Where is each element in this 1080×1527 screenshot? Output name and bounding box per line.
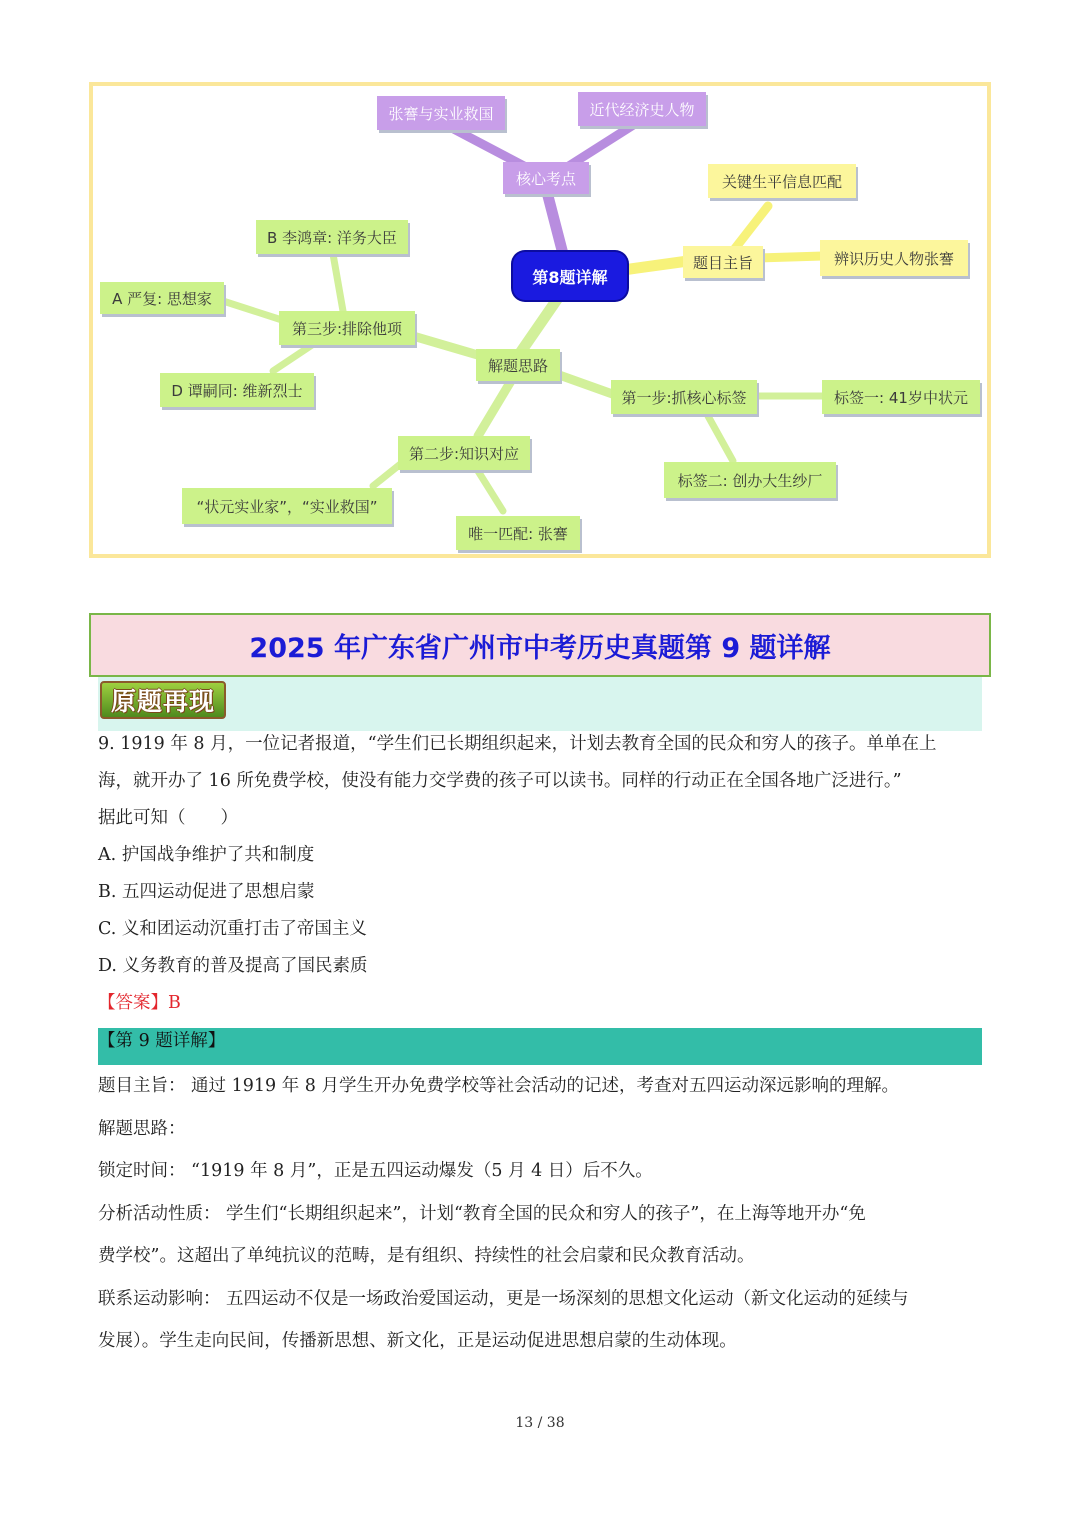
analysis-nature-1: 分析活动性质： 学生们“长期组织起来”，计划“教育全国的民众和穷人的孩子”，在上海等地开办“免 [98,1204,866,1224]
analysis-header: 【第 9 题详解】 [98,1031,226,1051]
node-core: 核心考点 [503,162,589,194]
node-center: 第8题详解 [513,252,627,300]
analysis-method-label: 解题思路： [98,1119,186,1139]
answer: 【答案】B [98,993,181,1013]
node-core-item-2: 近代经济史人物 [578,92,706,126]
original-question-band [98,677,982,731]
option-a: A. 护国战争维护了共和制度 [98,845,315,865]
mind-map [89,82,991,558]
mind-map-links [93,86,987,554]
analysis-theme: 题目主旨： 通过 1919 年 8 月学生开办免费学校等社会活动的记述，考查对五四运动深远影响的理解。 [98,1076,899,1096]
link-theme-center [623,261,688,270]
option-d: D. 义务教育的普及提高了国民素质 [98,956,368,976]
page-number: 13 / 38 [515,1415,565,1431]
node-step2-item2: 唯一匹配: 张謇 [456,516,580,550]
original-question-badge: 原题再现 [100,681,226,719]
node-theme-item-2: 辨识历史人物张謇 [820,240,968,276]
analysis-nature-2: 费学校”。这超出了单纯抗议的范畴，是有组织、持续性的社会启蒙和民众教育活动。 [98,1246,755,1266]
link-theme-item2 [758,256,823,258]
link-step3-b [333,254,343,311]
link-step3-d [273,341,318,371]
option-c: C. 义和团运动沉重打击了帝国主义 [98,919,367,939]
node-step2-item1: “状元实业家”，“实业救国” [182,488,392,524]
node-step3: 第三步:排除他项 [279,311,415,345]
option-b: B. 五四运动促进了思想启蒙 [98,882,315,902]
link-step2-item2 [478,471,503,511]
analysis-time: 锁定时间： “1919 年 8 月”，正是五四运动爆发（5 月 4 日）后不久。 [98,1161,653,1181]
question-line-2: 海，就开办了 16 所免费学校，使没有能力交学费的孩子可以读书。同样的行动正在全国各地广泛进行。” [98,771,902,791]
analysis-impact-1: 联系运动影响： 五四运动不仅是一场政治爱国运动，更是一场深刻的思想文化运动（新文化运动的延续与 [98,1289,909,1309]
node-step2: 第二步:知识对应 [398,436,530,470]
node-step1-tag2: 标签二: 创办大生纱厂 [664,462,836,498]
analysis-impact-2: 发展）。学生走向民间，传播新思想、新文化，正是运动促进思想启蒙的生动体现。 [98,1331,737,1351]
node-theme-item-1: 关键生平信息匹配 [708,164,856,198]
node-core-item-1: 张謇与实业救国 [377,96,505,130]
link-step3-a [223,301,285,321]
link-method-center [518,298,558,356]
question-line-1: 9. 1919 年 8 月，一位记者报道，“学生们已长期组织起来，计划去教育全国的民众和穷人的孩子。单单在上 [98,734,937,754]
link-core-center [548,196,563,254]
link-method-step2 [478,381,511,436]
node-step1-tag1: 标签一: 41岁中状元 [822,380,980,414]
section-title: 2025 年广东省广州市中考历史真题第 9 题详解 [89,613,991,677]
analysis-header-band [98,1028,982,1065]
link-theme-item1 [733,206,768,251]
node-step1: 第一步:抓核心标签 [611,380,757,414]
node-method: 解题思路 [476,349,560,381]
node-theme: 题目主旨 [683,246,763,278]
node-step3-a: A 严复: 思想家 [100,282,224,314]
node-step3-b: B 李鸿章: 洋务大臣 [256,220,408,254]
node-step3-d: D 谭嗣同: 维新烈士 [160,373,314,407]
question-line-3: 据此可知（ ） [98,808,238,828]
link-step1-tag2 [708,416,733,461]
